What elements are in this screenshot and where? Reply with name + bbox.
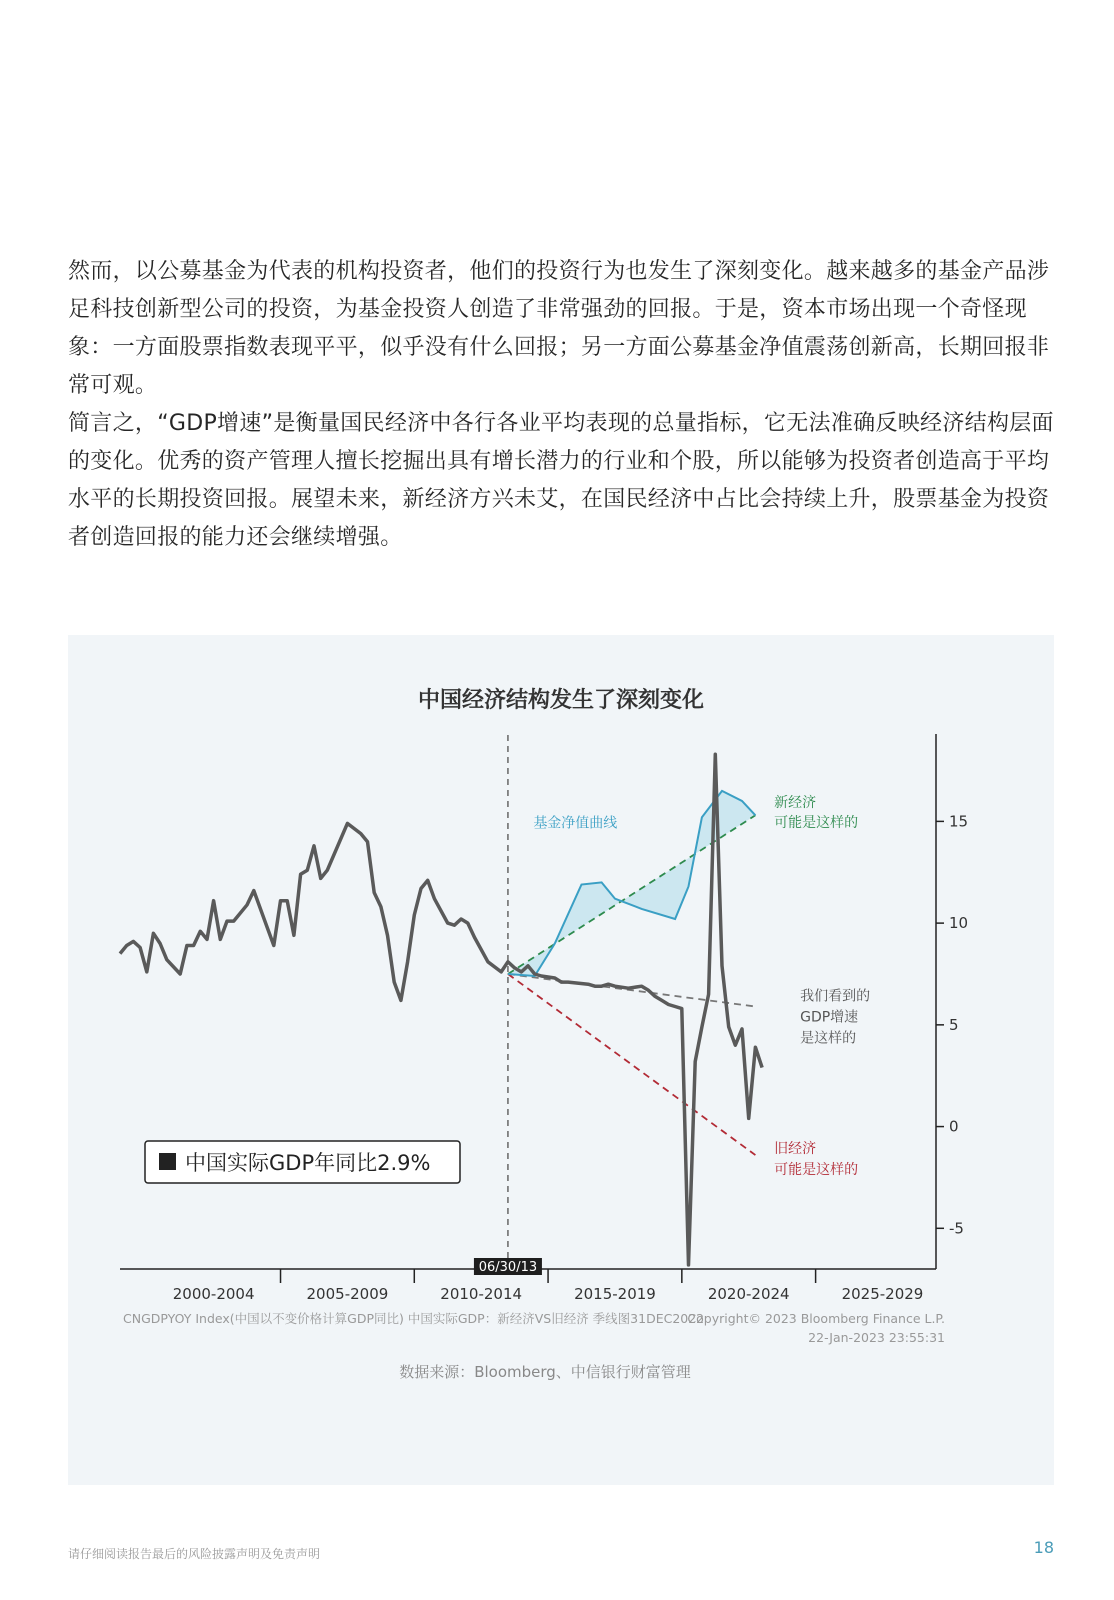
page-number: 18: [1033, 1538, 1054, 1557]
y-tick-label: 15: [949, 812, 969, 831]
chart-title: 中国经济结构发生了深刻变化: [417, 688, 704, 713]
gdp-chart: [68, 635, 1054, 1485]
legend-label: 中国实际GDP年同比2.9%: [185, 1151, 431, 1175]
paragraph-1: [68, 253, 1058, 405]
paragraph-1-text: 然而，以公募基金为代表的机构投资者，他们的投资行为也发生了深刻变化。越来越多的基金产品涉足科技创新型公司的投资，为基金投资人创造了非常强劲的回报。于是，资本市场出现一个奇怪现象：一方面股票指数表现平平，似乎没有什么回报；另一方面公募基金净值震荡创新高，长期回报非常可观。: [68, 259, 1050, 398]
y-tick-label: 5: [949, 1015, 959, 1034]
y-tick-label: 0: [949, 1117, 959, 1136]
timestamp-line: 22-Jan-2023 23:55:31: [808, 1330, 945, 1345]
copyright-line: Copyright© 2023 Bloomberg Finance L.P.: [687, 1311, 945, 1326]
trend-label-新经济: 新经济: [774, 795, 817, 812]
x-tick-label: 2020-2024: [707, 1285, 790, 1303]
trend-label-旧经济: 可能是这样的: [774, 1162, 859, 1179]
paragraph-2-text: 简言之，“GDP增速”是衡量国民经济中各行各业平均表现的总量指标，它无法准确反映经济结构层面的变化。优秀的资产管理人擅长挖掘出具有增长潜力的行业和个股，所以能够为投资者创造高于平均水平的长期投资回报。展望未来，新经济方兴未艾，在国民经济中占比会持续上升，股票基金为投资者创造回报的能力还会继续增强。: [68, 411, 1054, 550]
y-tick-label: -5: [949, 1219, 964, 1238]
fund-curve-label: 基金净值曲线: [533, 815, 618, 832]
trend-label-GDP: GDP增速: [800, 1009, 859, 1026]
chart-panel: [68, 635, 1054, 1485]
data-source: 数据来源：Bloomberg、中信银行财富管理: [399, 1363, 691, 1381]
footer-disclaimer: 请仔细阅读报告最后的风险披露声明及免责声明: [68, 1547, 321, 1561]
gdp-series-line: [120, 754, 762, 1265]
source-line: CNGDPYOY Index(中国以不变价格计算GDP同比) 中国实际GDP：新经济VS旧经济 季线图31DEC2022: [123, 1311, 705, 1326]
trend-label-GDP: 我们看到的: [800, 988, 871, 1005]
x-tick-label: 2000-2004: [172, 1285, 255, 1303]
paragraph-2: [68, 405, 1058, 557]
trend-label-GDP: 是这样的: [800, 1030, 857, 1047]
date-marker-label: 06/30/13: [478, 1260, 538, 1275]
x-tick-label: 2005-2009: [306, 1285, 389, 1303]
x-tick-label: 2015-2019: [574, 1285, 656, 1303]
x-tick-label: 2010-2014: [440, 1285, 523, 1303]
y-tick-label: 10: [949, 914, 969, 933]
trend-line-旧经济: [508, 974, 755, 1155]
trend-line-GDP: [508, 974, 755, 1007]
trend-label-旧经济: 旧经济: [774, 1141, 817, 1158]
legend-swatch: [159, 1153, 176, 1170]
x-tick-label: 2025-2029: [841, 1285, 924, 1303]
trend-label-新经济: 可能是这样的: [774, 815, 859, 832]
